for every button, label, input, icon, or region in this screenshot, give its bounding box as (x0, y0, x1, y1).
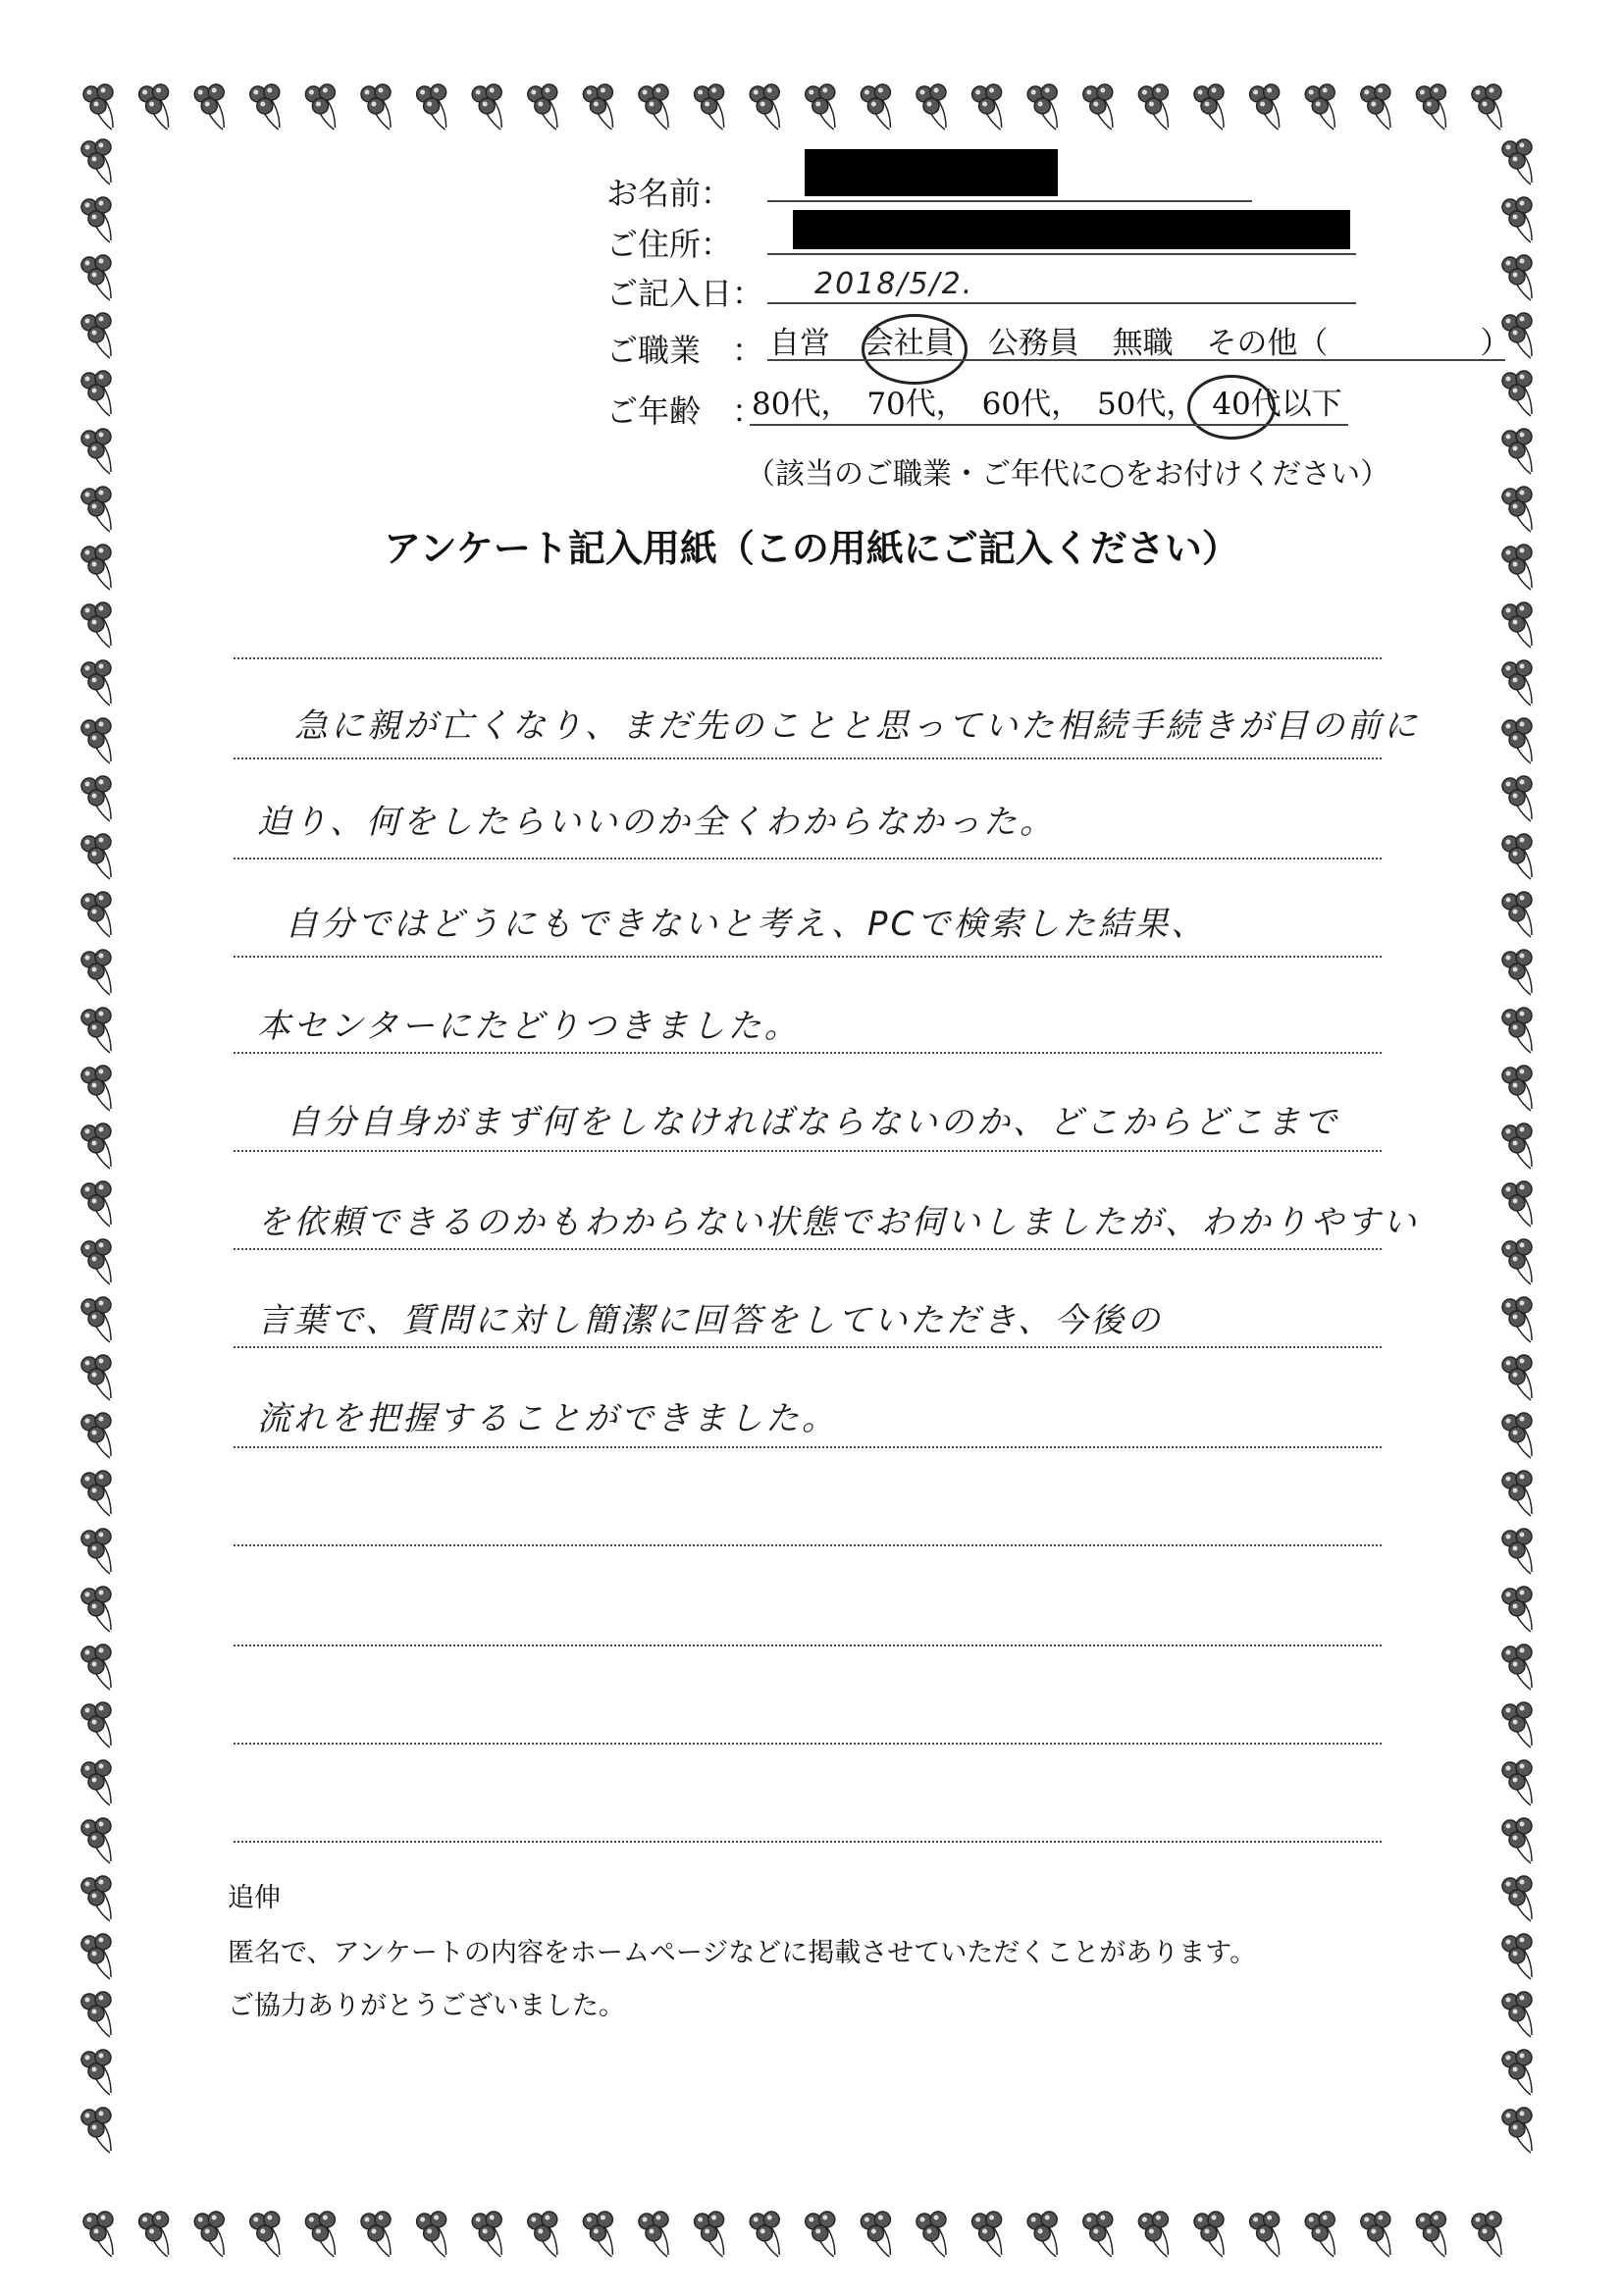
balloon-icon (81, 892, 111, 937)
age-label: ご年齢 ： (606, 392, 764, 430)
balloon-icon (81, 313, 111, 358)
age-option-50s: 50代， (1096, 387, 1197, 422)
balloon-icon (583, 2212, 612, 2257)
balloon-icon (639, 2212, 668, 2257)
balloon-icon (81, 1008, 111, 1053)
balloon-icon (81, 602, 111, 648)
balloon-icon (1502, 1644, 1532, 1690)
balloon-icon (1250, 2212, 1280, 2257)
balloon-icon (972, 2212, 1002, 2257)
balloon-icon (81, 1123, 111, 1169)
balloon-icon (305, 84, 335, 130)
balloon-icon (528, 2212, 557, 2257)
balloon-icon (81, 1066, 111, 1111)
balloon-icon (1502, 1413, 1532, 1458)
balloon-icon (639, 84, 668, 130)
balloon-icon (1502, 834, 1532, 879)
balloon-icon (1502, 1876, 1532, 1921)
balloon-icon (1472, 2212, 1501, 2257)
balloon-icon (1502, 1123, 1532, 1169)
balloon-icon (1502, 1587, 1532, 1632)
balloon-icon (81, 660, 111, 705)
balloon-icon (417, 2212, 446, 2257)
balloon-icon (1138, 84, 1168, 130)
balloon-icon (81, 371, 111, 416)
dotted-line (234, 1743, 1382, 1745)
balloon-icon (1502, 1760, 1532, 1805)
age-selection-circle (1187, 375, 1276, 440)
address-redaction (793, 210, 1350, 249)
handwritten-line: 言葉で、質問に対し簡潔に回答をしていただき、今後の (257, 1301, 1163, 1340)
balloon-icon (1250, 84, 1280, 130)
age-option-70s: 70代， (866, 387, 967, 422)
balloon-icon (472, 2212, 501, 2257)
balloon-icon (81, 950, 111, 995)
balloon-icon (1502, 776, 1532, 821)
balloon-icon (472, 84, 501, 130)
balloon-icon (81, 1818, 111, 1863)
balloon-icon (361, 84, 391, 130)
balloon-icon (861, 84, 890, 130)
balloon-icon (81, 2108, 111, 2153)
occupation-option-company-employee: 会社員 (863, 326, 955, 361)
dotted-line (234, 1841, 1382, 1843)
dotted-line (234, 956, 1382, 958)
balloon-icon (1502, 950, 1532, 995)
balloon-icon (861, 2212, 890, 2257)
balloon-icon (1502, 1471, 1532, 1516)
balloon-icon (361, 2212, 391, 2257)
balloon-icon (81, 1529, 111, 1574)
balloon-icon (1502, 2050, 1532, 2095)
name-underline (767, 200, 1252, 202)
balloon-icon (972, 84, 1002, 130)
balloon-icon (916, 2212, 946, 2257)
handwritten-line: 流れを把握することができました。 (257, 1399, 838, 1438)
balloon-icon (1502, 1355, 1532, 1400)
balloon-icon (1502, 602, 1532, 648)
balloon-icon (1502, 197, 1532, 242)
age-option-60s: 60代， (981, 387, 1082, 422)
balloon-icon (139, 2212, 169, 2257)
selection-hint: （該当のご職業・ご年代に○をお付けください） (746, 457, 1390, 492)
balloon-icon (1502, 1181, 1532, 1226)
balloon-icon (1502, 1992, 1532, 2037)
dotted-line (234, 1544, 1382, 1546)
balloon-icon (1416, 84, 1445, 130)
balloon-icon (1083, 2212, 1113, 2257)
balloon-icon (1502, 660, 1532, 705)
balloon-icon (1027, 84, 1057, 130)
balloon-icon (81, 1876, 111, 1921)
address-label: ご住所： (606, 226, 733, 263)
handwritten-line: 自分ではどうにもできないと考え、PCで検索した結果、 (285, 905, 1208, 944)
balloon-icon (1502, 1934, 1532, 1979)
balloon-icon (1502, 1702, 1532, 1748)
balloon-icon (81, 255, 111, 300)
dotted-line (234, 657, 1382, 659)
balloon-icon (695, 84, 724, 130)
balloon-icon (81, 429, 111, 474)
occupation-underline (767, 359, 1505, 361)
balloon-icon (1305, 2212, 1335, 2257)
balloon-icon (806, 84, 835, 130)
form-title: アンケート記入用紙（この用紙にご記入ください） (384, 527, 1239, 570)
balloon-icon (916, 84, 946, 130)
balloon-icon (81, 139, 111, 184)
balloon-icon (83, 2212, 113, 2257)
handwritten-line: 急に親が亡くなり、まだ先のことと思っていた相続手続きが目の前に (294, 706, 1420, 746)
balloon-icon (81, 197, 111, 242)
balloon-icon (1502, 139, 1532, 184)
balloon-icon (1502, 1066, 1532, 1111)
balloon-icon (81, 1702, 111, 1748)
balloon-icon (750, 2212, 779, 2257)
balloon-icon (1027, 2212, 1057, 2257)
handwritten-line: 迫り、何をしたらいいのか全くわからなかった。 (257, 803, 1056, 842)
balloon-icon (1194, 84, 1224, 130)
dotted-line (234, 757, 1382, 759)
dotted-line (234, 858, 1382, 860)
name-label: お名前： (606, 175, 733, 212)
handwritten-line: を依頼できるのかもわからない状態でお伺いしましたが、わかりやすい (257, 1203, 1419, 1242)
date-value: 2018/5/2. (814, 267, 974, 301)
balloon-icon (81, 1413, 111, 1458)
balloon-icon (1502, 1529, 1532, 1574)
address-underline (767, 253, 1356, 255)
age-underline (750, 424, 1348, 426)
balloon-icon (1083, 84, 1113, 130)
occupation-option-other: その他（ ） (1206, 326, 1511, 361)
balloon-icon (1194, 2212, 1224, 2257)
handwritten-line: 本センターにたどりつきました。 (257, 1007, 801, 1046)
date-underline (767, 302, 1356, 304)
balloon-icon (305, 2212, 335, 2257)
balloon-icon (1502, 892, 1532, 937)
balloon-icon (81, 1471, 111, 1516)
postscript-notice: 匿名で、アンケートの内容をホームページなどに掲載させていただくことがあります。 (228, 1938, 1257, 1968)
balloon-icon (250, 2212, 280, 2257)
balloon-icon (194, 2212, 224, 2257)
dotted-line (234, 1150, 1382, 1152)
name-redaction (805, 149, 1058, 196)
occupation-selection-circle (862, 314, 968, 385)
balloon-icon (194, 84, 224, 130)
balloon-icon (1472, 84, 1501, 130)
balloon-icon (1502, 255, 1532, 300)
balloon-icon (81, 1239, 111, 1284)
date-label: ご記入日： (606, 275, 764, 312)
balloon-icon (81, 718, 111, 763)
balloon-icon (1305, 84, 1335, 130)
balloon-icon (1502, 2108, 1532, 2153)
balloon-icon (417, 84, 446, 130)
age-option-40s-under: 40代以下 (1212, 387, 1342, 422)
balloon-icon (81, 1587, 111, 1632)
balloon-icon (1502, 1008, 1532, 1053)
occupation-label: ご職業 ： (606, 332, 764, 369)
postscript-label: 追伸 (228, 1883, 281, 1913)
dotted-line (234, 1446, 1382, 1448)
balloon-icon (750, 84, 779, 130)
balloon-icon (583, 84, 612, 130)
dotted-line (234, 1644, 1382, 1646)
balloon-icon (81, 1355, 111, 1400)
dotted-line (234, 1346, 1382, 1348)
balloon-icon (695, 2212, 724, 2257)
balloon-icon (139, 84, 169, 130)
dotted-line (234, 1052, 1382, 1054)
occupation-option-unemployed: 無職 (1112, 326, 1174, 361)
balloon-icon (81, 1934, 111, 1979)
balloon-icon (81, 1297, 111, 1342)
balloon-icon (83, 84, 113, 130)
balloon-icon (1502, 1818, 1532, 1863)
balloon-icon (81, 1992, 111, 2037)
occupation-option-self-employed: 自営 (769, 326, 830, 361)
balloon-icon (1138, 2212, 1168, 2257)
balloon-icon (1502, 1297, 1532, 1342)
balloon-icon (1361, 2212, 1390, 2257)
balloon-icon (81, 1760, 111, 1805)
balloon-icon (81, 776, 111, 821)
balloon-icon (81, 1644, 111, 1690)
balloon-icon (1502, 718, 1532, 763)
thanks-message: ご協力ありがとうございました。 (228, 1991, 625, 2021)
balloon-icon (806, 2212, 835, 2257)
handwritten-line: 自分自身がまず何をしなければならないのか、どこからどこまで (287, 1103, 1339, 1142)
balloon-icon (1416, 2212, 1445, 2257)
balloon-icon (81, 1181, 111, 1226)
balloon-icon (528, 84, 557, 130)
balloon-icon (81, 834, 111, 879)
balloon-icon (250, 84, 280, 130)
balloon-icon (81, 2050, 111, 2095)
balloon-icon (1502, 429, 1532, 474)
age-option-80s: 80代， (752, 387, 852, 422)
dotted-line (234, 1248, 1382, 1250)
occupation-option-civil-servant: 公務員 (987, 326, 1079, 361)
balloon-icon (1502, 1239, 1532, 1284)
balloon-icon (1361, 84, 1390, 130)
balloon-icon (1502, 371, 1532, 416)
